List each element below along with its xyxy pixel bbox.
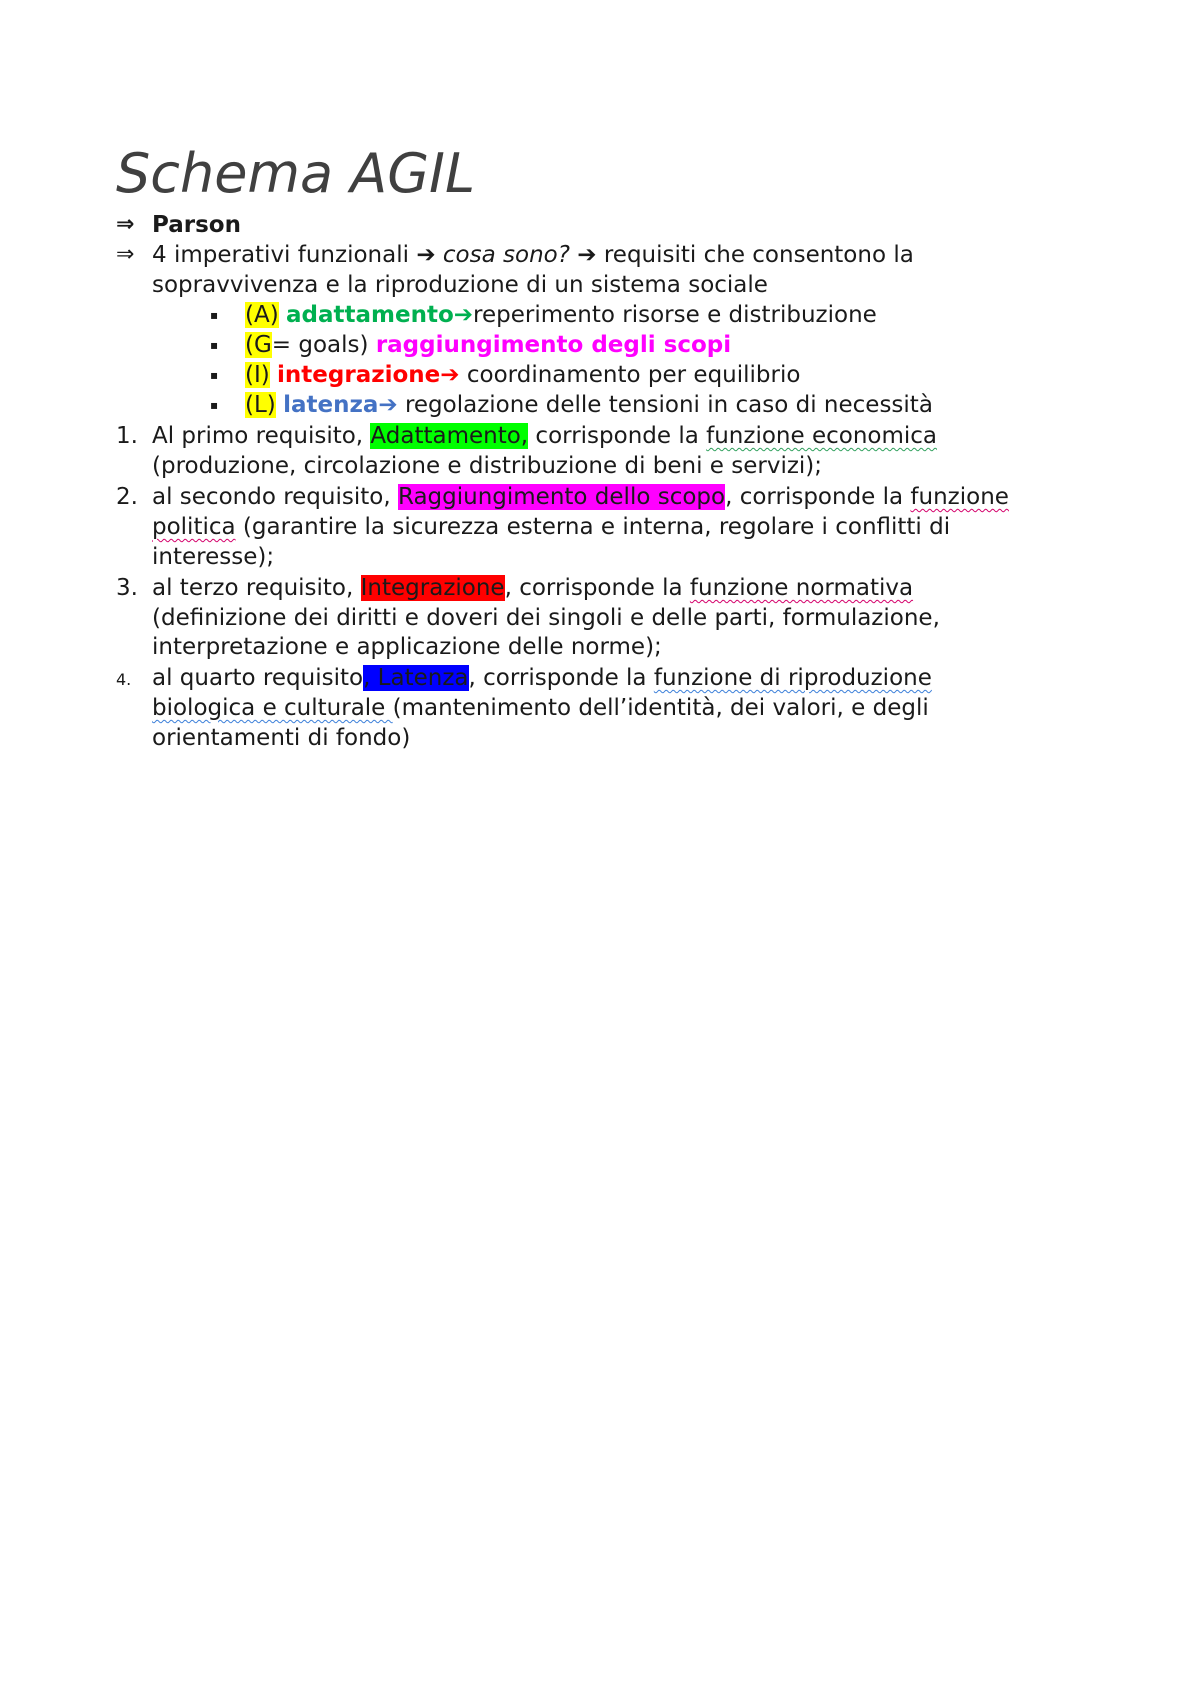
list-number: 1.: [116, 423, 138, 449]
list-item-3-cont: (definizione dei diritti e doveri dei singoli e delle parti, formulazione,: [152, 605, 940, 631]
arrow-bullet-icon: ⇒: [116, 212, 135, 237]
imperativi-line: 4 imperativi funzionali ➔ cosa sono? ➔ requisiti che consentono la: [152, 242, 914, 268]
list-item-2-cont2: interesse);: [152, 544, 275, 570]
bullet-adattamento: (A) adattamento➔reperimento risorse e distribuzione: [245, 302, 877, 328]
list-item-2-cont: politica (garantire la sicurezza esterna e interna, regolare i conflitti di: [152, 514, 951, 540]
bullet-integrazione: (I) integrazione➔ coordinamento per equilibrio: [245, 362, 801, 388]
bullet-latenza: (L) latenza➔ regolazione delle tensioni in caso di necessità: [245, 392, 933, 418]
right-arrow-icon: ➔: [577, 242, 597, 268]
list-item-4-cont: biologica e culturale (mantenimento dell’identità, dei valori, e degli: [152, 695, 929, 721]
square-bullet-icon: ▪: [210, 308, 219, 322]
page-title: Schema AGIL: [116, 142, 476, 205]
right-arrow-icon: ➔: [440, 362, 460, 388]
arrow-bullet-icon: ⇒: [116, 242, 135, 267]
list-number: 4.: [116, 670, 132, 689]
square-bullet-icon: ▪: [210, 368, 219, 382]
list-item-4-cont2: orientamenti di fondo): [152, 725, 411, 751]
right-arrow-icon: ➔: [416, 242, 436, 268]
square-bullet-icon: ▪: [210, 338, 219, 352]
list-item-1-cont: (produzione, circolazione e distribuzione di beni e servizi);: [152, 453, 823, 479]
list-item-1: Al primo requisito, Adattamento, corrisponde la funzione economica: [152, 423, 938, 449]
square-bullet-icon: ▪: [210, 398, 219, 412]
list-number: 3.: [116, 575, 138, 601]
list-item-3: al terzo requisito, Integrazione, corrisponde la funzione normativa: [152, 575, 914, 601]
right-arrow-icon: ➔: [378, 392, 398, 418]
list-item-2: al secondo requisito, Raggiungimento dello scopo, corrisponde la funzione: [152, 484, 1009, 510]
parson-heading: Parson: [152, 212, 241, 238]
list-item-4: al quarto requisito, Latenza, corrisponde la funzione di riproduzione: [152, 665, 932, 691]
imperativi-line-cont: sopravvivenza e la riproduzione di un sistema sociale: [152, 272, 768, 298]
list-item-3-cont2: interpretazione e applicazione delle norme);: [152, 634, 662, 660]
list-number: 2.: [116, 484, 138, 510]
bullet-goals: (G= goals) raggiungimento degli scopi: [245, 332, 732, 358]
right-arrow-icon: ➔: [453, 302, 474, 328]
